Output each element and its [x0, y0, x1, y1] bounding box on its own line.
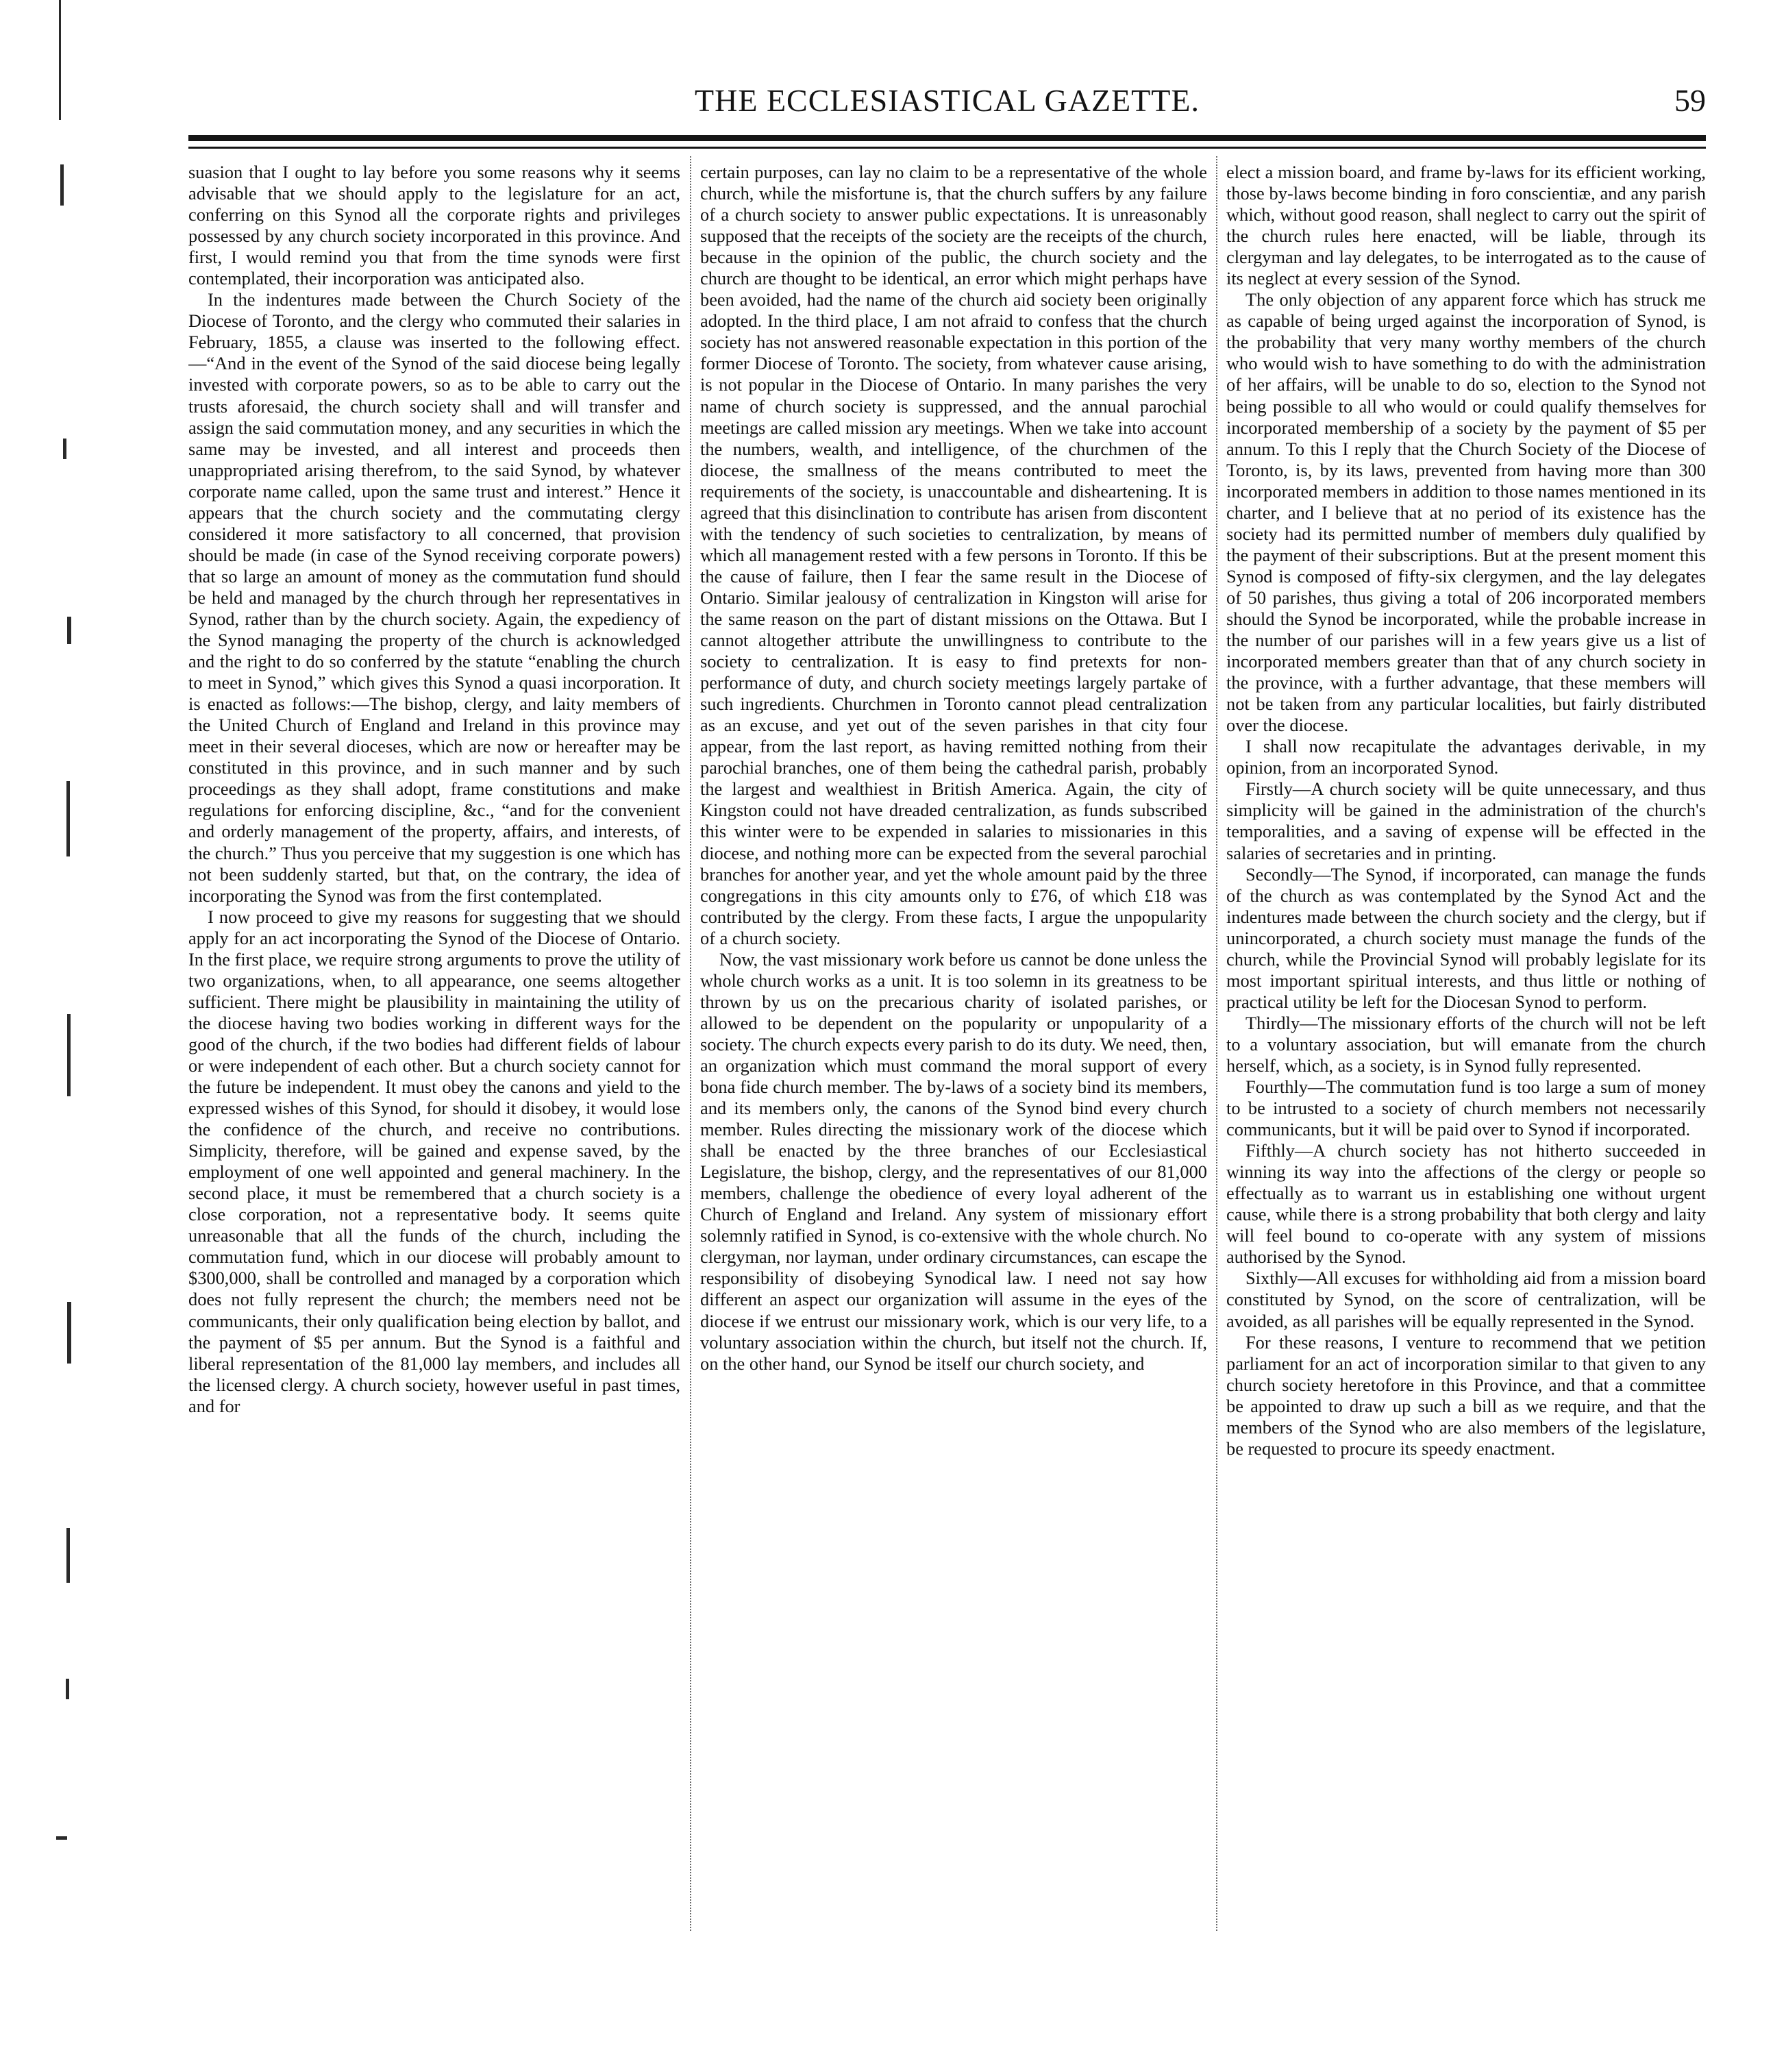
paragraph: In the indentures made between the Church Society of the Diocese of Toronto, and the clergy who commuted their salaries in February, 1855, a clause was inserted to the following effect.—“And in the event of the Synod of the said diocese being legally invested with corporate powers, so as to be able to carry out the trusts aforesaid, the church society shall and will transfer and assign the said commutation money, and any securities in which the same may be invested, and all interest and proceeds then unappropriated arising therefrom, to the said Synod, by whatever corporate name called, upon the same trust and interest.” Hence it appears that the church society and the commutating clergy considered it more satisfactory to all concerned, that provision should be made (in case of the Synod receiving corporate powers) that so large an amount of money as the commutation fund should be held and managed by the church through her representatives in Synod, rather than by the church society. Again, the expediency of the Synod managing the property of the church is acknowledged and the right to do so conferred by the statute “enabling the church to meet in Synod,” which gives this Synod a quasi incorporation. It is enacted as follows:—The bishop, clergy, and laity members of the United Church of England and Ireland in this province may meet in their several dioceses, which are now or hereafter may be constituted in this province, and in such manner and by such proceedings as they shall adopt, frame constitutions and make regulations for enforcing discipline, &c., “and for the convenient and orderly management of the property, affairs, and interests, of the church.” Thus you perceive that my suggestion is one which has not been suddenly started, but that, on the contrary, the idea of incorporating the Synod was from the first contemplated. [188, 289, 680, 906]
header-rule-thin [188, 147, 1706, 149]
page-number: 59 [1674, 83, 1706, 118]
paragraph: Now, the vast missionary work before us cannot be done unless the whole church works as a unit. It is too solemn in its greatness to be thrown by us on the precarious charity of isolated parishes, or allowed to be dependent on the popularity or unpopularity of a society. The church expects every parish to do its duty. We need, then, an organization which must command the moral support of every bona fide church member. The by-laws of a society bind its members, and its members only, the canons of the Synod bind every church member. Rules directing the missionary work of the diocese which shall be enacted by the three branches of our Ecclesiastical Legislature, the bishop, clergy, and the representatives of our 81,000 members, challenge the obedience of every loyal adherent of the Church of England and Ireland. Any system of missionary effort solemnly ratified in Synod, is co-extensive with the whole church. No clergyman, nor layman, under ordinary circumstances, can escape the responsibility of disobeying Synodical law. I need not say how different an aspect our organization will assume in the eyes of the diocese if we entrust our missionary work, which is our very life, to a voluntary association within the church, but itself not the church. If, on the other hand, our Synod be itself our church society, and [700, 948, 1207, 1374]
paragraph: I now proceed to give my reasons for suggesting that we should apply for an act incorporating the Synod of the Diocese of Ontario. In the first place, we require strong arguments to prove the utility of two organizations, when, to all appearance, one seems altogether sufficient. There might be plausibility in maintaining the utility of the diocese having two bodies working in different ways for the good of the church, if the two bodies had different fields of labour or were independent of each other. But a church society cannot for the future be independent. It must obey the canons and yield to the expressed wishes of this Synod, for should it disobey, it would lose the confidence of the church, and receive no contributions. Simplicity, therefore, will be gained and expense saved, by the employment of one well appointed and general machinery. In the second place, it must be remembered that a church society is a close corporation, not a representative body. It seems quite unreasonable that all the funds of the church, including the commutation fund, which in our diocese will probably amount to $300,000, shall be controlled and managed by a corporation which does not fully represent the church; the members need not be communicants, their only qualification being election by ballot, and the payment of $5 per annum. But the Synod is a faithful and liberal representation of the 81,000 lay members, and includes all the licensed clergy. A church society, however useful in past times, and for [188, 906, 680, 1416]
header-rule-thick [188, 135, 1706, 141]
text-column-2 [700, 162, 1207, 1923]
paragraph: The only objection of any apparent force which has struck me as capable of being urged against the incorporation of Synod, is the probability that very many worthy members of the church who would wish to have something to do with the administration of her affairs, will be unable to do so, election to the Synod not being possible to all who would or could qualify themselves for incorporated membership of a society by the payment of $5 per annum. To this I reply that the Church Society of the Diocese of Toronto, is, by its laws, prevented from having more than 300 incorporated members in addition to those names mentioned in its charter, and I believe that at no period of its existence has the society had its permitted number of members duly qualified by the payment of their subscriptions. But at the present moment this Synod is composed of fifty-six clergymen, and the lay delegates of 50 parishes, thus giving a total of 206 incorporated members should the Synod be incorporated, while the probable increase in the number of our parishes will in a few years give us a list of incorporated members greater than that of any church society in the province, with a further advantage, that these members will not be taken from any particular localities, but fairly distributed over the diocese. [1226, 289, 1706, 736]
page-header [188, 65, 1706, 134]
paragraph: Secondly—The Synod, if incorporated, can manage the funds of the church as was contemplated by the Synod Act and the indentures made between the church society and the clergy, but if unincorporated, a church society must manage the funds of the church, while the Provincial Synod will probably legislate for its most important spiritual interests, and thus little or nothing of practical utility be left for the Diocesan Synod to perform. [1226, 863, 1706, 1012]
paragraph: certain purposes, can lay no claim to be a representative of the whole church, while the misfortune is, that the church suffers by any failure of a church society to answer public expectations. It is unreasonably supposed that the receipts of the society are the receipts of the church, because in the opinion of the public, the church society and the church are thought to be identical, an error which might perhaps have been avoided, had the name of the church aid society been originally adopted. In the third place, I am not afraid to confess that the church society has not answered reasonable expectation in this portion of the former Diocese of Toronto. The society, from whatever cause arising, is not popular in the Diocese of Ontario. In many parishes the very name of church society is suppressed, and the annual parochial meetings are called mission ary meetings. When we take into account the numbers, wealth, and intelligence, of the churchmen of the diocese, the smallness of the means contributed to meet the requirements of the society, is unaccountable and disheartening. It is agreed that this disinclination to contribute has arisen from discontent with the tendency of such societies to centralization, by means of which all management rested with a few persons in Toronto. If this be the cause of failure, then I fear the same result in the Diocese of Ontario. Similar jealousy of centralization in Kingston will arise for the same reason on the part of distant missions on the Ottawa. But I cannot altogether attribute the unwillingness to contribute to the society to centralization. It is easy to find pretexts for non-performance of duty, and church society meetings largely partake of such ingredients. Churchmen in Toronto cannot plead centralization as an excuse, and yet out of the seven parishes in that city four appear, from the last report, as having remitted nothing from their parochial branches, one of them being the cathedral parish, probably the largest and wealthiest in British America. Again, the city of Kingston could not have dreaded centralization, as funds subscribed this winter were to be expended in salaries to missionaries in this diocese, and nothing more can be expected from the several parochial branches for another year, and yet the whole amount paid by the three congregations in this city amounts only to £76, of which £18 was contributed by the clergy. From these facts, I argue the unpopularity of a church society. [700, 162, 1207, 948]
text-column-3 [1226, 162, 1706, 1923]
column-divider-1 [690, 156, 691, 1931]
paragraph: Firstly—A church society will be quite unnecessary, and thus simplicity will be gained in the administration of the church's temporalities, and a saving of expense will be effected in the salaries of secretaries and in printing. [1226, 778, 1706, 863]
paragraph: For these reasons, I venture to recommend that we petition parliament for an act of incorporation similar to that given to any church society heretofore in this Province, and that a committee be appointed to draw up such a bill as we require, and that the members of the Synod who are also members of the legislature, be requested to procure its speedy enactment. [1226, 1331, 1706, 1459]
paragraph: Fifthly—A church society has not hitherto succeeded in winning its way into the affections of the clergy or people so effectually as to warrant us in establishing one without urgent cause, while there is a strong probability that both clergy and laity will feel bound to co-operate with any system of missions authorised by the Synod. [1226, 1140, 1706, 1268]
paragraph: elect a mission board, and frame by-laws for its efficient working, those by-laws become binding in foro conscientiæ, and any parish which, without good reason, shall neglect to carry out the spirit of the church rules here enacted, will be liable, through its clergyman and lay delegates, to be interrogated as to the cause of its neglect at every session of the Synod. [1226, 162, 1706, 289]
running-title: THE ECCLESIASTICAL GAZETTE. [695, 83, 1200, 118]
paragraph: Fourthly—The commutation fund is too large a sum of money to be intrusted to a society of church members not necessarily communicants, but it will be paid over to Synod if incorporated. [1226, 1076, 1706, 1140]
paragraph: suasion that I ought to lay before you some reasons why it seems advisable that we should apply to the legislature for an act, conferring on this Synod all the corporate rights and privileges possessed by any church society incorporated in this province. And first, I would remind you that from the time synods were first contemplated, their incorporation was anticipated also. [188, 162, 680, 289]
paragraph: Thirdly—The missionary efforts of the church will not be left to a voluntary association, but will emanate from the church herself, which, as a society, is in Synod fully represented. [1226, 1012, 1706, 1076]
paragraph: Sixthly—All excuses for withholding aid from a mission board constituted by Synod, on the score of centralization, will be avoided, as all parishes will be equally represented in the Synod. [1226, 1268, 1706, 1331]
paragraph: I shall now recapitulate the advantages derivable, in my opinion, from an incorporated Synod. [1226, 736, 1706, 778]
page-binding-edge [0, 0, 103, 1960]
text-column-1 [188, 162, 680, 1923]
column-divider-2 [1216, 156, 1217, 1931]
